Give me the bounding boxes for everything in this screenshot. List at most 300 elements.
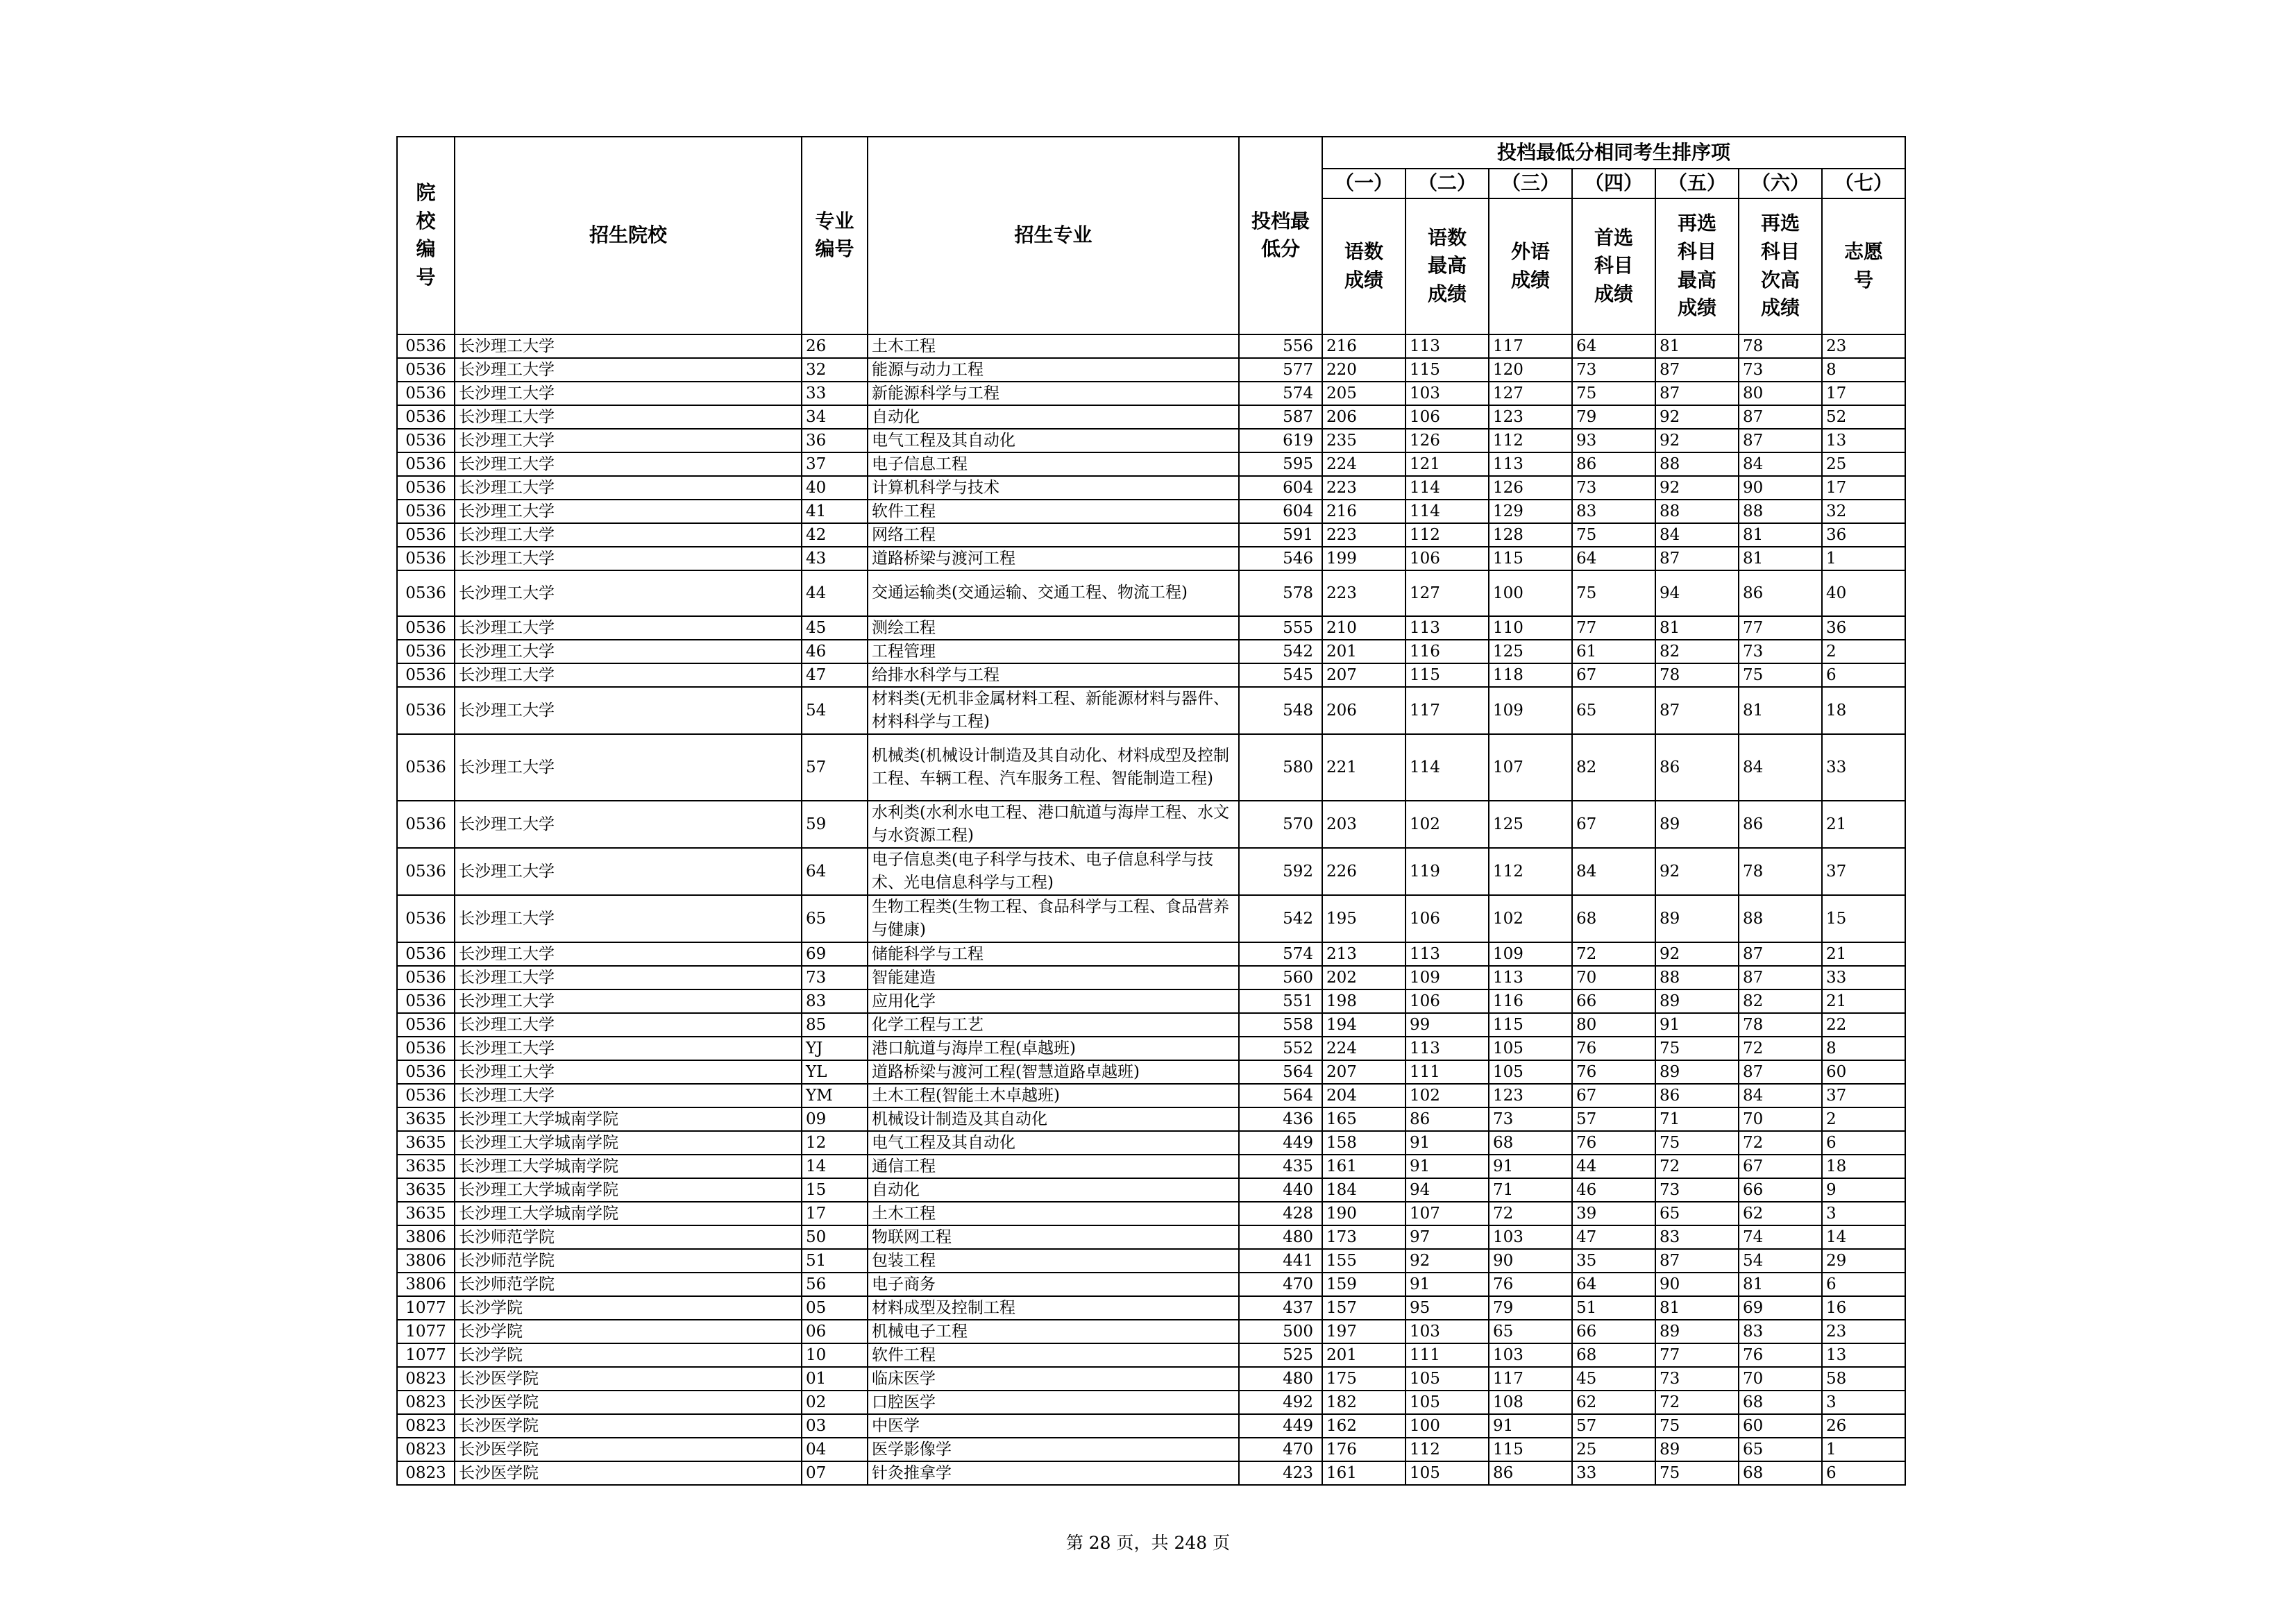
cell-score-5: 87 bbox=[1655, 547, 1739, 570]
cell-major-name: 水利类(水利水电工程、港口航道与海岸工程、水文与水资源工程) bbox=[868, 801, 1239, 848]
cell-score-6: 73 bbox=[1739, 640, 1822, 663]
cell-school-code: 0823 bbox=[397, 1461, 455, 1485]
cell-score-6: 67 bbox=[1739, 1155, 1822, 1178]
cell-major-name: 电气工程及其自动化 bbox=[868, 1131, 1239, 1155]
cell-score-4: 67 bbox=[1572, 801, 1655, 848]
cell-school-code: 0536 bbox=[397, 500, 455, 523]
cell-school-name: 长沙理工大学 bbox=[455, 801, 802, 848]
header-major-code: 专业编号 bbox=[802, 137, 868, 334]
cell-school-name: 长沙师范学院 bbox=[455, 1249, 802, 1273]
cell-major-name: 自动化 bbox=[868, 1178, 1239, 1202]
cell-min-score: 580 bbox=[1239, 734, 1322, 801]
cell-volunteer-no: 33 bbox=[1822, 966, 1905, 989]
cell-score-2: 106 bbox=[1406, 895, 1489, 942]
table-row bbox=[397, 429, 1905, 452]
cell-score-5: 89 bbox=[1655, 1320, 1739, 1343]
cell-score-2: 102 bbox=[1406, 801, 1489, 848]
cell-major-name: 网络工程 bbox=[868, 523, 1239, 547]
cell-school-code: 1077 bbox=[397, 1343, 455, 1367]
cell-score-3: 126 bbox=[1489, 476, 1572, 500]
cell-volunteer-no: 25 bbox=[1822, 452, 1905, 476]
cell-min-score: 564 bbox=[1239, 1060, 1322, 1084]
cell-school-name: 长沙理工大学城南学院 bbox=[455, 1202, 802, 1225]
cell-major-name: 智能建造 bbox=[868, 966, 1239, 989]
cell-score-4: 66 bbox=[1572, 989, 1655, 1013]
cell-major-code: 43 bbox=[802, 547, 868, 570]
cell-major-name: 机械类(机械设计制造及其自动化、材料成型及控制工程、车辆工程、汽车服务工程、智能制造工程) bbox=[868, 734, 1239, 801]
cell-score-4: 39 bbox=[1572, 1202, 1655, 1225]
cell-score-2: 114 bbox=[1406, 476, 1489, 500]
cell-score-5: 92 bbox=[1655, 476, 1739, 500]
cell-score-6: 84 bbox=[1739, 1084, 1822, 1107]
cell-score-4: 67 bbox=[1572, 1084, 1655, 1107]
cell-school-code: 0536 bbox=[397, 942, 455, 966]
cell-school-code: 0536 bbox=[397, 640, 455, 663]
cell-school-code: 0536 bbox=[397, 405, 455, 429]
cell-school-name: 长沙理工大学城南学院 bbox=[455, 1131, 802, 1155]
table-row bbox=[397, 1084, 1905, 1107]
cell-score-6: 88 bbox=[1739, 500, 1822, 523]
cell-major-code: 02 bbox=[802, 1391, 868, 1414]
cell-score-5: 77 bbox=[1655, 1343, 1739, 1367]
table-row bbox=[397, 1343, 1905, 1367]
header-min-score: 投档最低分 bbox=[1239, 137, 1322, 334]
cell-volunteer-no: 60 bbox=[1822, 1060, 1905, 1084]
cell-school-code: 3806 bbox=[397, 1273, 455, 1296]
cell-volunteer-no: 9 bbox=[1822, 1178, 1905, 1202]
cell-major-name: 通信工程 bbox=[868, 1155, 1239, 1178]
cell-score-3: 103 bbox=[1489, 1343, 1572, 1367]
cell-min-score: 570 bbox=[1239, 801, 1322, 848]
cell-score-1: 224 bbox=[1322, 1037, 1406, 1060]
cell-score-4: 65 bbox=[1572, 687, 1655, 734]
cell-score-2: 114 bbox=[1406, 734, 1489, 801]
cell-score-3: 118 bbox=[1489, 663, 1572, 687]
cell-score-4: 77 bbox=[1572, 616, 1655, 640]
cell-volunteer-no: 13 bbox=[1822, 429, 1905, 452]
cell-major-name: 机械设计制造及其自动化 bbox=[868, 1107, 1239, 1131]
cell-score-4: 46 bbox=[1572, 1178, 1655, 1202]
header-school-code: 院校编号 bbox=[397, 137, 455, 334]
cell-volunteer-no: 21 bbox=[1822, 942, 1905, 966]
cell-score-4: 57 bbox=[1572, 1107, 1655, 1131]
cell-major-code: 37 bbox=[802, 452, 868, 476]
cell-score-3: 125 bbox=[1489, 801, 1572, 848]
cell-major-name: 化学工程与工艺 bbox=[868, 1013, 1239, 1037]
cell-min-score: 591 bbox=[1239, 523, 1322, 547]
cell-major-name: 针灸推拿学 bbox=[868, 1461, 1239, 1485]
cell-score-2: 106 bbox=[1406, 405, 1489, 429]
cell-score-1: 207 bbox=[1322, 1060, 1406, 1084]
cell-volunteer-no: 14 bbox=[1822, 1225, 1905, 1249]
cell-major-name: 机械电子工程 bbox=[868, 1320, 1239, 1343]
cell-score-3: 76 bbox=[1489, 1273, 1572, 1296]
cell-school-name: 长沙理工大学 bbox=[455, 734, 802, 801]
cell-score-3: 105 bbox=[1489, 1060, 1572, 1084]
cell-school-name: 长沙理工大学城南学院 bbox=[455, 1155, 802, 1178]
cell-major-code: 42 bbox=[802, 523, 868, 547]
cell-school-name: 长沙学院 bbox=[455, 1320, 802, 1343]
cell-score-3: 91 bbox=[1489, 1155, 1572, 1178]
cell-major-code: YL bbox=[802, 1060, 868, 1084]
cell-school-name: 长沙理工大学 bbox=[455, 895, 802, 942]
cell-score-2: 115 bbox=[1406, 358, 1489, 382]
table-row bbox=[397, 1013, 1905, 1037]
cell-score-1: 184 bbox=[1322, 1178, 1406, 1202]
cell-major-code: 03 bbox=[802, 1414, 868, 1438]
cell-school-code: 0823 bbox=[397, 1438, 455, 1461]
cell-min-score: 428 bbox=[1239, 1202, 1322, 1225]
table-row bbox=[397, 848, 1905, 895]
cell-score-2: 121 bbox=[1406, 452, 1489, 476]
cell-score-6: 78 bbox=[1739, 334, 1822, 358]
cell-score-1: 159 bbox=[1322, 1273, 1406, 1296]
cell-score-5: 83 bbox=[1655, 1225, 1739, 1249]
cell-major-name: 自动化 bbox=[868, 405, 1239, 429]
cell-score-1: 206 bbox=[1322, 405, 1406, 429]
cell-min-score: 542 bbox=[1239, 895, 1322, 942]
cell-score-5: 81 bbox=[1655, 616, 1739, 640]
cell-major-name: 生物工程类(生物工程、食品科学与工程、食品营养与健康) bbox=[868, 895, 1239, 942]
cell-major-code: 07 bbox=[802, 1461, 868, 1485]
cell-score-2: 112 bbox=[1406, 1438, 1489, 1461]
cell-score-3: 86 bbox=[1489, 1461, 1572, 1485]
table-row bbox=[397, 1202, 1905, 1225]
cell-score-3: 115 bbox=[1489, 1013, 1572, 1037]
cell-min-score: 604 bbox=[1239, 500, 1322, 523]
cell-score-3: 117 bbox=[1489, 1367, 1572, 1391]
table-row bbox=[397, 358, 1905, 382]
cell-school-code: 0536 bbox=[397, 1060, 455, 1084]
cell-volunteer-no: 1 bbox=[1822, 547, 1905, 570]
cell-major-code: YJ bbox=[802, 1037, 868, 1060]
cell-score-3: 109 bbox=[1489, 942, 1572, 966]
header-sub-number: （二） bbox=[1406, 169, 1489, 198]
table-row bbox=[397, 1391, 1905, 1414]
header-sub-number: （三） bbox=[1489, 169, 1572, 198]
cell-major-name: 土木工程(智能土木卓越班) bbox=[868, 1084, 1239, 1107]
cell-school-code: 1077 bbox=[397, 1296, 455, 1320]
cell-score-3: 127 bbox=[1489, 382, 1572, 405]
cell-volunteer-no: 6 bbox=[1822, 1131, 1905, 1155]
cell-score-4: 79 bbox=[1572, 405, 1655, 429]
cell-min-score: 500 bbox=[1239, 1320, 1322, 1343]
cell-major-code: 56 bbox=[802, 1273, 868, 1296]
cell-min-score: 560 bbox=[1239, 966, 1322, 989]
cell-score-6: 69 bbox=[1739, 1296, 1822, 1320]
cell-score-2: 111 bbox=[1406, 1060, 1489, 1084]
cell-major-name: 储能科学与工程 bbox=[868, 942, 1239, 966]
cell-score-4: 72 bbox=[1572, 942, 1655, 966]
cell-major-code: 40 bbox=[802, 476, 868, 500]
cell-min-score: 595 bbox=[1239, 452, 1322, 476]
cell-volunteer-no: 58 bbox=[1822, 1367, 1905, 1391]
cell-school-name: 长沙理工大学城南学院 bbox=[455, 1178, 802, 1202]
table-row bbox=[397, 1155, 1905, 1178]
cell-score-2: 127 bbox=[1406, 570, 1489, 616]
cell-min-score: 619 bbox=[1239, 429, 1322, 452]
cell-score-1: 223 bbox=[1322, 476, 1406, 500]
cell-volunteer-no: 21 bbox=[1822, 801, 1905, 848]
table-row bbox=[397, 1225, 1905, 1249]
cell-score-1: 224 bbox=[1322, 452, 1406, 476]
cell-score-1: 205 bbox=[1322, 382, 1406, 405]
cell-school-name: 长沙医学院 bbox=[455, 1461, 802, 1485]
cell-score-2: 103 bbox=[1406, 1320, 1489, 1343]
cell-score-2: 113 bbox=[1406, 942, 1489, 966]
cell-score-6: 73 bbox=[1739, 358, 1822, 382]
cell-score-3: 112 bbox=[1489, 429, 1572, 452]
cell-major-code: 45 bbox=[802, 616, 868, 640]
cell-school-code: 0823 bbox=[397, 1391, 455, 1414]
table-row bbox=[397, 1178, 1905, 1202]
cell-major-code: 41 bbox=[802, 500, 868, 523]
cell-volunteer-no: 17 bbox=[1822, 382, 1905, 405]
table-row bbox=[397, 500, 1905, 523]
table-row bbox=[397, 452, 1905, 476]
table-row bbox=[397, 1131, 1905, 1155]
cell-min-score: 548 bbox=[1239, 687, 1322, 734]
cell-score-3: 128 bbox=[1489, 523, 1572, 547]
cell-school-name: 长沙理工大学 bbox=[455, 687, 802, 734]
cell-score-5: 72 bbox=[1655, 1155, 1739, 1178]
cell-score-6: 81 bbox=[1739, 1273, 1822, 1296]
cell-min-score: 492 bbox=[1239, 1391, 1322, 1414]
cell-score-4: 76 bbox=[1572, 1060, 1655, 1084]
cell-volunteer-no: 13 bbox=[1822, 1343, 1905, 1367]
cell-min-score: 435 bbox=[1239, 1155, 1322, 1178]
cell-score-5: 87 bbox=[1655, 1249, 1739, 1273]
cell-min-score: 574 bbox=[1239, 942, 1322, 966]
cell-major-name: 能源与动力工程 bbox=[868, 358, 1239, 382]
cell-score-4: 51 bbox=[1572, 1296, 1655, 1320]
cell-min-score: 542 bbox=[1239, 640, 1322, 663]
cell-score-2: 103 bbox=[1406, 382, 1489, 405]
cell-school-code: 1077 bbox=[397, 1320, 455, 1343]
cell-score-6: 82 bbox=[1739, 989, 1822, 1013]
cell-score-6: 87 bbox=[1739, 429, 1822, 452]
cell-major-code: 36 bbox=[802, 429, 868, 452]
cell-min-score: 440 bbox=[1239, 1178, 1322, 1202]
header-major-name: 招生专业 bbox=[868, 137, 1239, 334]
cell-score-1: 206 bbox=[1322, 687, 1406, 734]
cell-score-1: 162 bbox=[1322, 1414, 1406, 1438]
cell-score-2: 91 bbox=[1406, 1273, 1489, 1296]
table-row bbox=[397, 1367, 1905, 1391]
cell-score-5: 73 bbox=[1655, 1178, 1739, 1202]
cell-score-1: 202 bbox=[1322, 966, 1406, 989]
cell-school-name: 长沙理工大学 bbox=[455, 1013, 802, 1037]
cell-min-score: 480 bbox=[1239, 1367, 1322, 1391]
cell-score-3: 105 bbox=[1489, 1037, 1572, 1060]
cell-major-code: 59 bbox=[802, 801, 868, 848]
cell-volunteer-no: 18 bbox=[1822, 1155, 1905, 1178]
cell-score-3: 79 bbox=[1489, 1296, 1572, 1320]
header-sub-label: 首选科目成绩 bbox=[1572, 198, 1655, 334]
cell-score-3: 117 bbox=[1489, 334, 1572, 358]
cell-score-6: 62 bbox=[1739, 1202, 1822, 1225]
cell-volunteer-no: 6 bbox=[1822, 1273, 1905, 1296]
cell-score-5: 87 bbox=[1655, 687, 1739, 734]
cell-score-4: 75 bbox=[1572, 523, 1655, 547]
cell-volunteer-no: 17 bbox=[1822, 476, 1905, 500]
cell-school-code: 0536 bbox=[397, 547, 455, 570]
cell-score-4: 64 bbox=[1572, 1273, 1655, 1296]
cell-score-1: 216 bbox=[1322, 500, 1406, 523]
cell-score-3: 91 bbox=[1489, 1414, 1572, 1438]
table-row bbox=[397, 334, 1905, 358]
cell-score-5: 78 bbox=[1655, 663, 1739, 687]
cell-major-name: 土木工程 bbox=[868, 334, 1239, 358]
cell-score-2: 100 bbox=[1406, 1414, 1489, 1438]
cell-major-code: 51 bbox=[802, 1249, 868, 1273]
table-row bbox=[397, 1461, 1905, 1485]
cell-score-1: 165 bbox=[1322, 1107, 1406, 1131]
cell-score-4: 73 bbox=[1572, 476, 1655, 500]
cell-score-6: 76 bbox=[1739, 1343, 1822, 1367]
cell-major-code: 69 bbox=[802, 942, 868, 966]
cell-min-score: 423 bbox=[1239, 1461, 1322, 1485]
table-row bbox=[397, 687, 1905, 734]
cell-school-code: 0536 bbox=[397, 663, 455, 687]
cell-school-name: 长沙医学院 bbox=[455, 1367, 802, 1391]
cell-major-name: 应用化学 bbox=[868, 989, 1239, 1013]
cell-school-name: 长沙理工大学 bbox=[455, 476, 802, 500]
header-sub-label: 再选科目次高成绩 bbox=[1739, 198, 1822, 334]
cell-major-name: 新能源科学与工程 bbox=[868, 382, 1239, 405]
cell-school-code: 3635 bbox=[397, 1155, 455, 1178]
cell-school-code: 0823 bbox=[397, 1414, 455, 1438]
cell-score-1: 207 bbox=[1322, 663, 1406, 687]
table-row bbox=[397, 1438, 1905, 1461]
cell-score-6: 81 bbox=[1739, 547, 1822, 570]
cell-major-code: 32 bbox=[802, 358, 868, 382]
cell-score-6: 78 bbox=[1739, 848, 1822, 895]
cell-school-code: 0536 bbox=[397, 429, 455, 452]
cell-major-code: 57 bbox=[802, 734, 868, 801]
cell-score-1: 175 bbox=[1322, 1367, 1406, 1391]
cell-volunteer-no: 8 bbox=[1822, 1037, 1905, 1060]
table-row bbox=[397, 1060, 1905, 1084]
cell-score-2: 105 bbox=[1406, 1367, 1489, 1391]
cell-school-code: 0536 bbox=[397, 895, 455, 942]
cell-score-6: 72 bbox=[1739, 1037, 1822, 1060]
cell-score-1: 223 bbox=[1322, 523, 1406, 547]
cell-major-code: 47 bbox=[802, 663, 868, 687]
table-row bbox=[397, 640, 1905, 663]
page-footer: 第 28 页，共 248 页 bbox=[1065, 1533, 1231, 1553]
cell-score-6: 88 bbox=[1739, 895, 1822, 942]
cell-school-code: 0536 bbox=[397, 382, 455, 405]
cell-min-score: 480 bbox=[1239, 1225, 1322, 1249]
table-row bbox=[397, 405, 1905, 429]
cell-school-name: 长沙理工大学 bbox=[455, 500, 802, 523]
cell-major-name: 交通运输类(交通运输、交通工程、物流工程) bbox=[868, 570, 1239, 616]
cell-score-4: 61 bbox=[1572, 640, 1655, 663]
cell-score-3: 125 bbox=[1489, 640, 1572, 663]
cell-major-code: 65 bbox=[802, 895, 868, 942]
cell-school-name: 长沙理工大学 bbox=[455, 405, 802, 429]
cell-score-6: 66 bbox=[1739, 1178, 1822, 1202]
cell-score-6: 74 bbox=[1739, 1225, 1822, 1249]
cell-score-6: 65 bbox=[1739, 1438, 1822, 1461]
cell-score-3: 123 bbox=[1489, 405, 1572, 429]
cell-score-5: 84 bbox=[1655, 523, 1739, 547]
cell-score-4: 64 bbox=[1572, 547, 1655, 570]
admission-score-table bbox=[396, 136, 1906, 1486]
cell-volunteer-no: 3 bbox=[1822, 1202, 1905, 1225]
cell-score-3: 113 bbox=[1489, 452, 1572, 476]
cell-score-2: 113 bbox=[1406, 1037, 1489, 1060]
cell-score-2: 126 bbox=[1406, 429, 1489, 452]
cell-min-score: 449 bbox=[1239, 1414, 1322, 1438]
cell-school-name: 长沙理工大学 bbox=[455, 1037, 802, 1060]
cell-score-3: 100 bbox=[1489, 570, 1572, 616]
cell-score-1: 155 bbox=[1322, 1249, 1406, 1273]
cell-score-5: 89 bbox=[1655, 989, 1739, 1013]
cell-min-score: 577 bbox=[1239, 358, 1322, 382]
cell-major-name: 电子商务 bbox=[868, 1273, 1239, 1296]
cell-score-3: 103 bbox=[1489, 1225, 1572, 1249]
cell-volunteer-no: 16 bbox=[1822, 1296, 1905, 1320]
cell-school-code: 0536 bbox=[397, 1013, 455, 1037]
cell-score-6: 81 bbox=[1739, 687, 1822, 734]
cell-major-name: 物联网工程 bbox=[868, 1225, 1239, 1249]
cell-score-2: 119 bbox=[1406, 848, 1489, 895]
cell-major-name: 中医学 bbox=[868, 1414, 1239, 1438]
cell-score-2: 97 bbox=[1406, 1225, 1489, 1249]
cell-score-6: 54 bbox=[1739, 1249, 1822, 1273]
cell-major-code: 10 bbox=[802, 1343, 868, 1367]
cell-major-name: 包装工程 bbox=[868, 1249, 1239, 1273]
cell-score-1: 161 bbox=[1322, 1155, 1406, 1178]
cell-school-code: 3806 bbox=[397, 1225, 455, 1249]
header-sub-label: 志愿号 bbox=[1822, 198, 1905, 334]
cell-major-name: 测绘工程 bbox=[868, 616, 1239, 640]
cell-school-name: 长沙理工大学 bbox=[455, 848, 802, 895]
cell-min-score: 552 bbox=[1239, 1037, 1322, 1060]
cell-major-code: 04 bbox=[802, 1438, 868, 1461]
cell-score-4: 64 bbox=[1572, 334, 1655, 358]
cell-score-3: 116 bbox=[1489, 989, 1572, 1013]
cell-major-code: 34 bbox=[802, 405, 868, 429]
cell-score-3: 108 bbox=[1489, 1391, 1572, 1414]
cell-score-1: 197 bbox=[1322, 1320, 1406, 1343]
cell-major-code: 73 bbox=[802, 966, 868, 989]
cell-score-4: 76 bbox=[1572, 1131, 1655, 1155]
cell-score-6: 68 bbox=[1739, 1461, 1822, 1485]
cell-major-code: 17 bbox=[802, 1202, 868, 1225]
cell-volunteer-no: 1 bbox=[1822, 1438, 1905, 1461]
cell-score-4: 73 bbox=[1572, 358, 1655, 382]
cell-score-3: 65 bbox=[1489, 1320, 1572, 1343]
cell-score-6: 75 bbox=[1739, 663, 1822, 687]
cell-score-3: 71 bbox=[1489, 1178, 1572, 1202]
cell-volunteer-no: 40 bbox=[1822, 570, 1905, 616]
cell-score-6: 86 bbox=[1739, 570, 1822, 616]
cell-volunteer-no: 37 bbox=[1822, 1084, 1905, 1107]
cell-major-code: 26 bbox=[802, 334, 868, 358]
cell-score-5: 88 bbox=[1655, 452, 1739, 476]
cell-score-3: 107 bbox=[1489, 734, 1572, 801]
cell-score-3: 72 bbox=[1489, 1202, 1572, 1225]
table-row bbox=[397, 989, 1905, 1013]
cell-min-score: 604 bbox=[1239, 476, 1322, 500]
cell-score-1: 173 bbox=[1322, 1225, 1406, 1249]
cell-volunteer-no: 2 bbox=[1822, 1107, 1905, 1131]
cell-major-code: 12 bbox=[802, 1131, 868, 1155]
cell-score-5: 92 bbox=[1655, 429, 1739, 452]
